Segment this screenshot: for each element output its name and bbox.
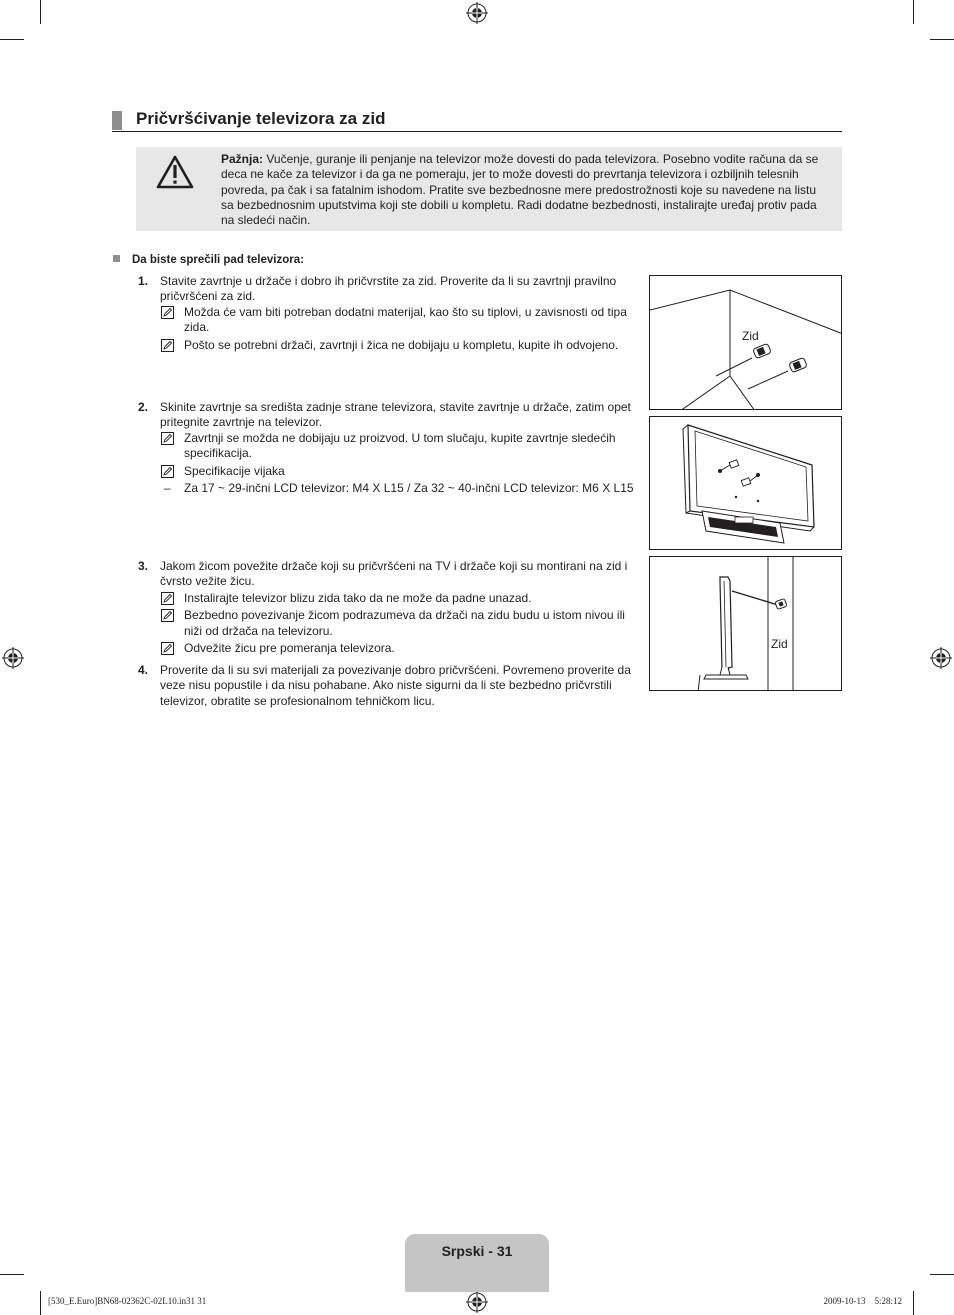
step-number: 3.: [138, 559, 149, 573]
note-pencil-icon: [161, 432, 174, 445]
crop-mark: [913, 0, 914, 24]
step-2: [138, 400, 638, 496]
warning-triangle-icon: [156, 155, 194, 189]
step-text: Proverite da li su svi materijali za povezivanje dobro pričvršćeni. Povremeno proverite da veze nisu popustile i da nisu pohabane. Ako niste sigurni da li ste bezbedno pričvrstili televizor, obratite se profesionalnom tehničkom licu.: [160, 663, 631, 708]
note-item: Pošto se potrebni držači, zavrtnji i žica ne dobijaju u kompletu, kupite ih odvojeno.: [160, 338, 638, 353]
print-slug-file: [530_E.Euro]BN68-02362C-02L10.in31 31: [48, 1296, 207, 1306]
caution-label: Pažnja:: [221, 152, 264, 166]
step-text: Stavite zavrtnje u držače i dobro ih pričvrstite za zid. Proverite da li su zavrtnji pravilno pričvršćeni za zid.: [160, 274, 617, 304]
crop-mark: [0, 1274, 24, 1275]
caution-box: [136, 147, 842, 231]
crop-mark: [913, 1291, 914, 1315]
note-pencil-icon: [161, 592, 174, 605]
step-4: [138, 663, 638, 709]
crop-mark: [930, 1274, 954, 1275]
wall-brackets-illustration: [650, 276, 842, 410]
note-pencil-icon: [161, 306, 174, 319]
wall-label: Zid: [771, 637, 788, 651]
section-accent-bar: [112, 111, 122, 130]
note-item: Specifikacije vijaka: [160, 464, 638, 479]
registration-mark-icon: [466, 2, 488, 24]
spec-item: – Za 17 ~ 29-inčni LCD televizor: M4 X L15 / Za 32 ~ 40-inčni LCD televizor: M6 X L15: [164, 481, 634, 496]
tv-wire-wall-illustration: [650, 557, 842, 691]
page-number-tab: [405, 1234, 549, 1292]
caution-text: [221, 152, 831, 228]
note-item: Možda će vam biti potreban dodatni materijal, kao što su tiplovi, u zavisnosti od tipa zida.: [160, 305, 638, 336]
crop-mark: [0, 39, 24, 40]
registration-mark-icon: [466, 1291, 488, 1313]
crop-mark: [930, 39, 954, 40]
figure-wall-brackets: [649, 275, 842, 410]
caution-body: Vučenje, guranje ili penjanje na televizor može dovesti do pada televizora. Posebno vodite računa da se deca ne kače za televizor i da ga ne pomeraju, jer to može dovesti do prevrtanja televizora i ozbiljnih telesnih povreda, pa čak i sa fatalnim ishodom. Pratite sve bezbednosne mere predostrožnosti koje su navedene na listu sa bezbednosnim uputstvima koji ste dobili u kompletu. Radi dodatne bezbednosti, instalirajte uređaj protiv pada na sledeći način.: [221, 152, 819, 228]
figure-tv-rear: [649, 416, 842, 550]
page-title: Pričvršćivanje televizora za zid: [136, 109, 386, 128]
section-header: [112, 109, 842, 132]
step-number: 1.: [138, 274, 149, 288]
intro-line: [113, 252, 304, 268]
step-text: Skinite zavrtnje sa središta zadnje strane televizora, stavite zavrtnje u držače, zatim opet pritegnite zavrtnje na televizor.: [160, 400, 631, 430]
step-1: [138, 274, 638, 353]
page-number: Srpski - 31: [441, 1243, 513, 1259]
note-pencil-icon: [161, 642, 174, 655]
note-item: Bezbedno povezivanje žicom podrazumeva da držači na zidu budu u istom nivou ili niži od držača na televizoru.: [160, 608, 638, 639]
print-slug-date: 2009-10-13 5:28:12: [823, 1296, 902, 1306]
crop-mark: [40, 0, 41, 24]
registration-mark-icon: [2, 647, 24, 669]
wall-label: Zid: [742, 329, 759, 343]
registration-mark-icon: [930, 647, 952, 669]
note-pencil-icon: [161, 609, 174, 622]
note-item: Instalirajte televizor blizu zida tako da ne može da padne unazad.: [160, 591, 638, 606]
intro-text: Da biste sprečili pad televizora:: [132, 254, 304, 266]
crop-mark: [40, 1291, 41, 1315]
step-text: Jakom žicom povežite držače koji su pričvršćeni na TV i držače koji su montirani na zid i čvrsto vežite žicu.: [160, 559, 628, 589]
note-item: Zavrtnji se možda ne dobijaju uz proizvod. U tom slučaju, kupite zavrtnje sledećih specifikacija.: [160, 431, 638, 462]
step-number: 2.: [138, 400, 149, 414]
note-item: Odvežite žicu pre pomeranja televizora.: [160, 641, 638, 656]
bullet-square-icon: [113, 255, 120, 262]
step-3: [138, 559, 638, 656]
tv-rear-illustration: [650, 417, 842, 550]
note-pencil-icon: [161, 465, 174, 478]
figure-tv-wire-wall: [649, 556, 842, 691]
note-pencil-icon: [161, 339, 174, 352]
step-number: 4.: [138, 663, 149, 677]
